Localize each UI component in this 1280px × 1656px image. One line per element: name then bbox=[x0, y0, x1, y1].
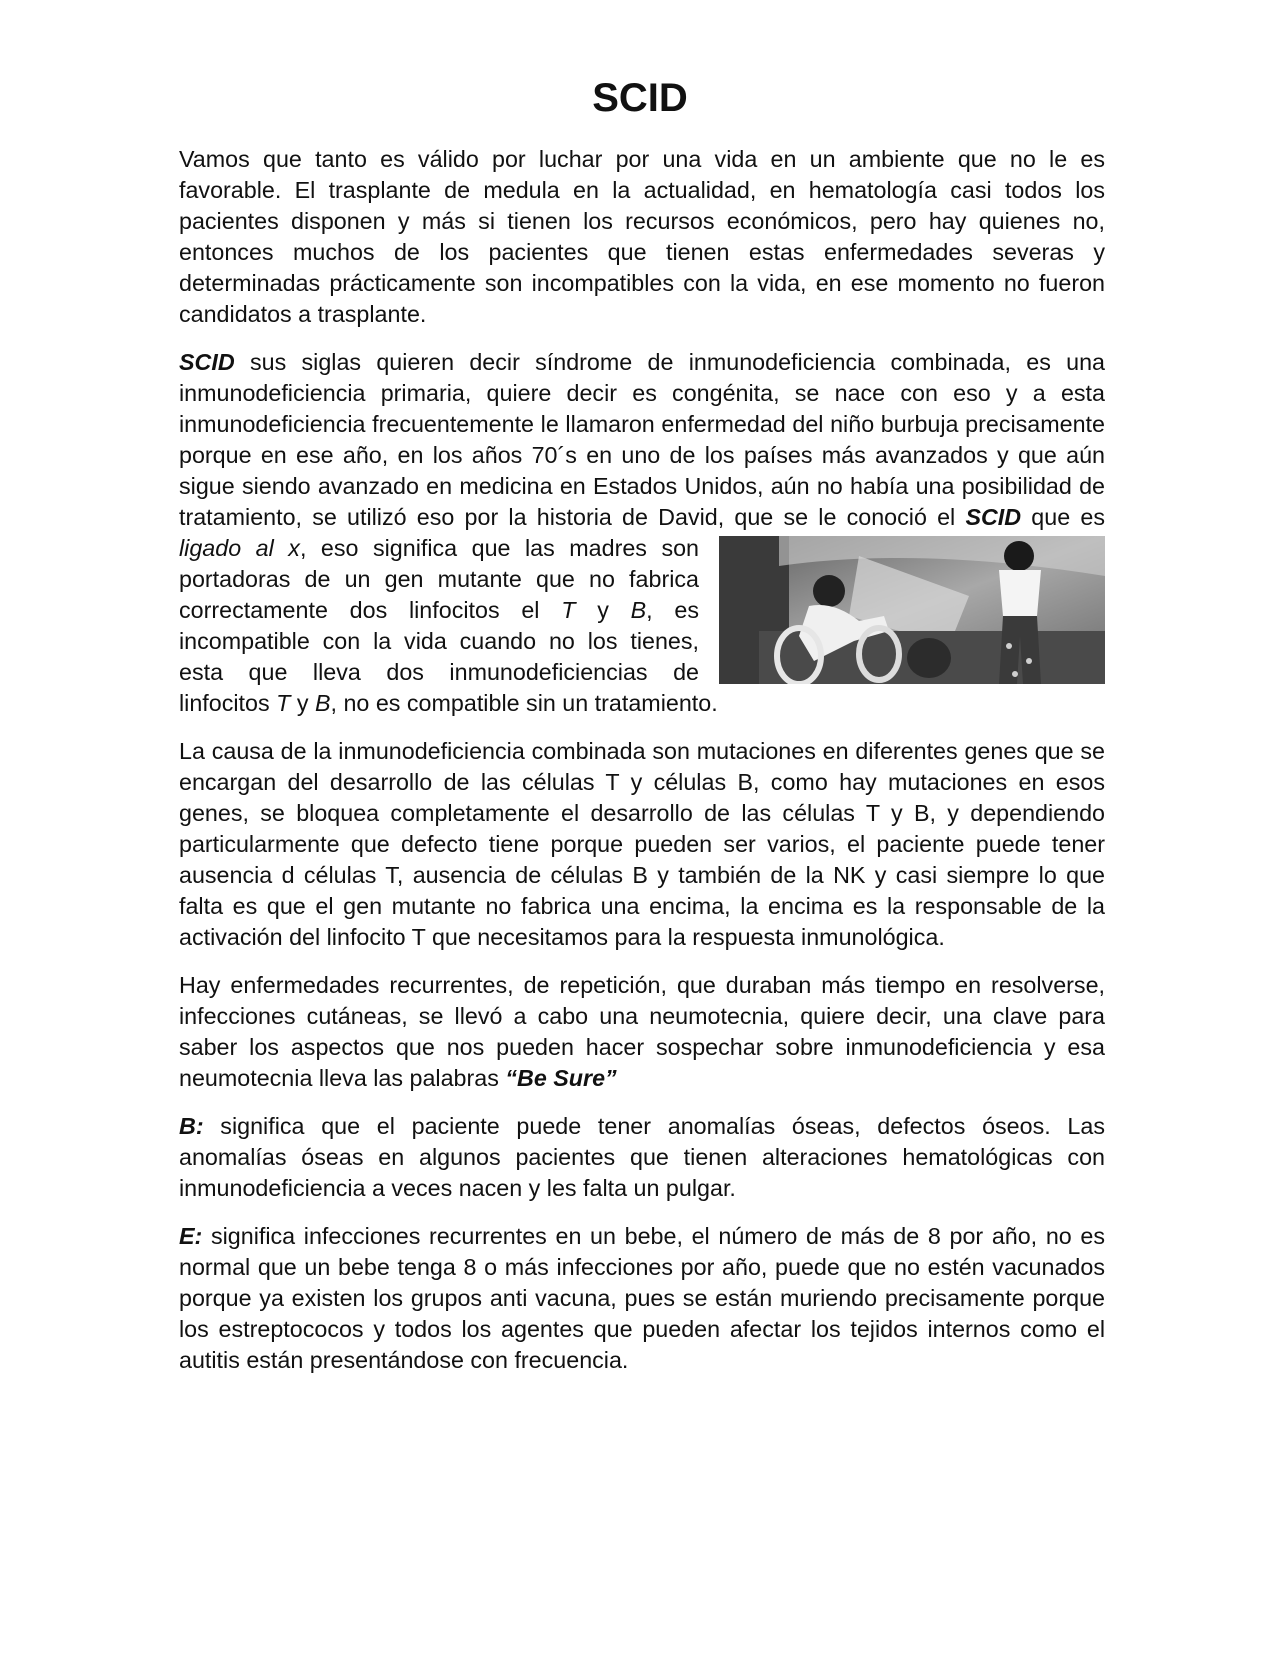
paragraph-5 bbox=[179, 1111, 1105, 1204]
paragraph-2-text-1: sus siglas quieren decir síndrome de inmunodeficiencia combinada, es una inmunodeficiencia primaria, quiere decir es congénita, se nace con eso y a esta inmunodeficiencia frecuentemente le llamaron enfermedad del niño burbuja precisamente porque en ese año, en los años 70´s en uno de los países más avanzados y que aún sigue siendo avanzado en medicina en Estados Unidos, aún no había una posibilidad de tratamiento, se utilizó eso por la historia de David, que se le conoció el bbox=[179, 349, 1105, 530]
paragraph-2-text-5: , no es compatible sin un tratamiento. bbox=[330, 690, 718, 716]
paragraph-4-text: Hay enfermedades recurrentes, de repetición, que duraban más tiempo en resolverse, infecciones cutáneas, se llevó a cabo una neumotecnia, quiere decir, una clave para saber los aspectos que nos pueden hacer sospechar sobre inmunodeficiencia y esa neumotecnia lleva las palabras bbox=[179, 972, 1105, 1091]
document-body bbox=[179, 144, 1105, 1393]
conj-1: y bbox=[575, 597, 631, 623]
paragraph-6-text: significa infecciones recurrentes en un bebe, el número de más de 8 por año, no es normal que un bebe tenga 8 o más infecciones por año, puede que no estén vacunados porque ya existen los grupos anti vacuna, pues se están muriendo precisamente porque los estreptococos y todos los agentes que pueden afectar los tejidos internos como el autitis están presentándose con frecuencia. bbox=[179, 1223, 1105, 1373]
conj-2: y bbox=[290, 690, 315, 716]
letter-b-1: B bbox=[630, 597, 647, 623]
paragraph-2 bbox=[179, 347, 1105, 719]
ligado-al-x: ligado al x bbox=[179, 535, 300, 561]
paragraph-6 bbox=[179, 1221, 1105, 1376]
letter-b-lead: B: bbox=[179, 1113, 204, 1139]
letter-t-2: T bbox=[276, 690, 291, 716]
paragraph-5-text: significa que el paciente puede tener anomalías óseas, defectos óseos. Las anomalías óseas en algunos pacientes que tienen alteraciones hematológicas con inmunodeficiencia a veces nacen y les falta un pulgar. bbox=[179, 1113, 1105, 1201]
letter-t-1: T bbox=[561, 597, 576, 623]
letter-b-2: B bbox=[314, 690, 331, 716]
bubble-boy-photo bbox=[719, 536, 1105, 684]
scid-inline: SCID bbox=[965, 504, 1022, 530]
scid-lead: SCID bbox=[179, 349, 235, 375]
paragraph-1: Vamos que tanto es válido por luchar por una vida en un ambiente que no le es favorable. El trasplante de medula en la actualidad, en hematología casi todos los pacientes disponen y más si tienen los recursos económicos, pero hay quienes no, entonces muchos de los pacientes que tienen estas enfermedades severas y determinadas prácticamente son incompatibles con la vida, en ese momento no fueron candidatos a trasplante. bbox=[179, 146, 1105, 327]
page-title: SCID bbox=[592, 76, 688, 120]
paragraph-2-text-3: , eso significa que las madres son portadoras de un gen mutante que no fabrica correctamente dos linfocitos el bbox=[179, 535, 700, 623]
paragraph-3: La causa de la inmunodeficiencia combinada son mutaciones en diferentes genes que se encargan del desarrollo de las células T y células B, como hay mutaciones en esos genes, se bloquea completamente el desarrollo de las células T y B, y dependiendo particularmente que defecto tiene porque pueden ser varios, el paciente puede tener ausencia d células T, ausencia de células B y también de la NK y casi siempre lo que falta es que el gen mutante no fabrica una encima, la encima es la responsable de la activación del linfocito T que necesitamos para la respuesta inmunológica. bbox=[179, 738, 1105, 950]
letter-e-lead: E: bbox=[179, 1223, 203, 1249]
paragraph-4 bbox=[179, 970, 1105, 1094]
paragraph-2-text-4: , es incompatible con la vida cuando no los tienes, esta que lleva dos inmunodeficiencias de linfocitos bbox=[179, 597, 699, 716]
paragraph-2-text-2: que es bbox=[1021, 504, 1105, 530]
be-sure-emphasis: “Be Sure” bbox=[505, 1065, 617, 1091]
